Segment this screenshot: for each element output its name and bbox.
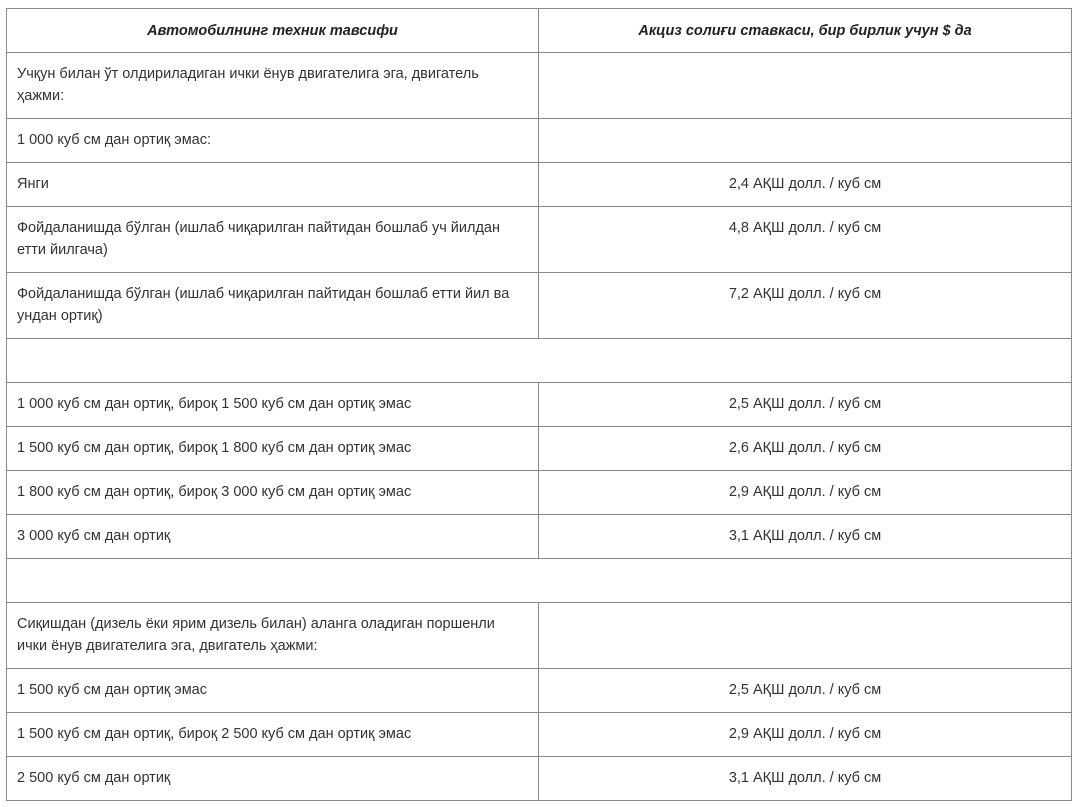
- row-spacer-cell: [7, 339, 1072, 383]
- row-rate: [539, 53, 1072, 119]
- table-row: [7, 669, 1072, 713]
- row-rate: 2,9 АҚШ долл. / куб см: [539, 471, 1072, 515]
- row-description: 3 000 куб см дан ортиқ: [7, 515, 539, 559]
- row-rate: 3,1 АҚШ долл. / куб см: [539, 757, 1072, 801]
- table-row-spacer: [7, 559, 1072, 603]
- row-description: 2 500 куб см дан ортиқ: [7, 757, 539, 801]
- row-spacer-cell: [7, 559, 1072, 603]
- row-rate: 2,4 АҚШ долл. / куб см: [539, 163, 1072, 207]
- table-row: [7, 207, 1072, 273]
- table-row: [7, 163, 1072, 207]
- table-row-section-spark-ignition: [7, 53, 1072, 119]
- row-rate: 2,6 АҚШ долл. / куб см: [539, 427, 1072, 471]
- row-rate: [539, 603, 1072, 669]
- table-row: [7, 427, 1072, 471]
- row-description: Янги: [7, 163, 539, 207]
- row-rate: [539, 119, 1072, 163]
- table-row-spacer: [7, 339, 1072, 383]
- row-description: 1 500 куб см дан ортиқ, бироқ 1 800 куб см дан ортиқ эмас: [7, 427, 539, 471]
- row-rate: 4,8 АҚШ долл. / куб см: [539, 207, 1072, 273]
- table-row-section-compression-ignition: [7, 603, 1072, 669]
- table-row: [7, 713, 1072, 757]
- row-description: Фойдаланишда бўлган (ишлаб чиқарилган пайтидан бошлаб уч йилдан етти йилгача): [7, 207, 539, 273]
- header-vehicle-description: Автомобилнинг техник тавсифи: [7, 9, 539, 53]
- row-rate: 3,1 АҚШ долл. / куб см: [539, 515, 1072, 559]
- row-rate: 7,2 АҚШ долл. / куб см: [539, 273, 1072, 339]
- row-description: 1 500 куб см дан ортиқ, бироқ 2 500 куб см дан ортиқ эмас: [7, 713, 539, 757]
- row-rate: 2,9 АҚШ долл. / куб см: [539, 713, 1072, 757]
- row-rate: 2,5 АҚШ долл. / куб см: [539, 669, 1072, 713]
- table-row: [7, 471, 1072, 515]
- row-description: 1 500 куб см дан ортиқ эмас: [7, 669, 539, 713]
- row-description: Фойдаланишда бўлган (ишлаб чиқарилган пайтидан бошлаб етти йил ва ундан ортиқ): [7, 273, 539, 339]
- row-description: 1 800 куб см дан ортиқ, бироқ 3 000 куб см дан ортиқ эмас: [7, 471, 539, 515]
- row-description: 1 000 куб см дан ортиқ, бироқ 1 500 куб см дан ортиқ эмас: [7, 383, 539, 427]
- header-excise-rate: Акциз солиғи ставкаси, бир бирлик учун $ да: [539, 9, 1072, 53]
- row-description: 1 000 куб см дан ортиқ эмас:: [7, 119, 539, 163]
- table-row-subsection: [7, 119, 1072, 163]
- table-row: [7, 515, 1072, 559]
- row-rate: 2,5 АҚШ долл. / куб см: [539, 383, 1072, 427]
- table-row: [7, 273, 1072, 339]
- excise-rate-table: [6, 8, 1072, 801]
- row-description: Учқун билан ўт олдириладиган ички ёнув двигателига эга, двигатель ҳажми:: [7, 53, 539, 119]
- table-header-row: [7, 9, 1072, 53]
- table-row: [7, 757, 1072, 801]
- table-row: [7, 383, 1072, 427]
- row-description: Сиқишдан (дизель ёки ярим дизель билан) алангa оладиган поршенли ички ёнув двигателига эга, двигатель ҳажми:: [7, 603, 539, 669]
